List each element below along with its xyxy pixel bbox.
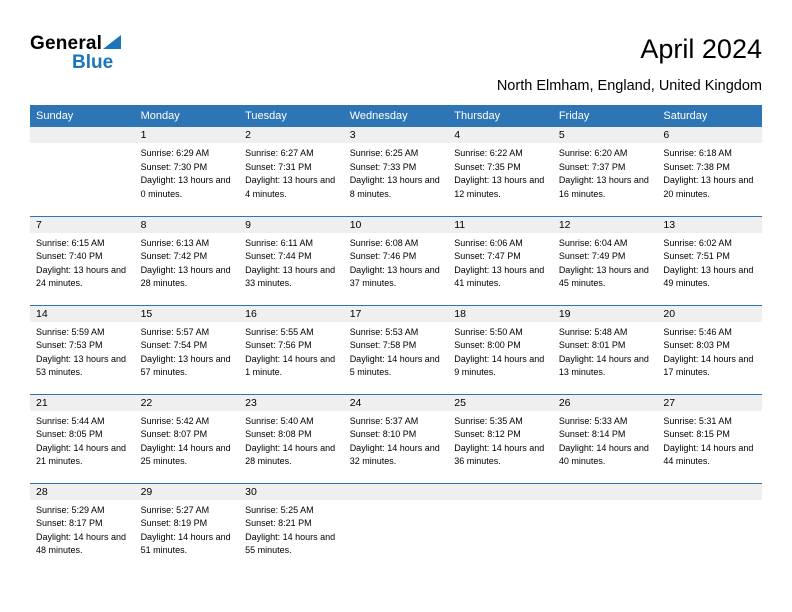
day-number: 16 bbox=[239, 306, 344, 322]
day-details bbox=[30, 500, 135, 558]
weekday-header-row bbox=[30, 105, 762, 127]
day-number: 22 bbox=[135, 395, 240, 411]
day-cell-27 bbox=[657, 394, 762, 483]
sunset-text: Sunset: 7:56 PM bbox=[245, 340, 312, 350]
sunset-text: Sunset: 8:10 PM bbox=[349, 429, 417, 439]
sunset-text: Sunset: 7:51 PM bbox=[663, 251, 730, 261]
day-details bbox=[553, 322, 658, 380]
day-number: 27 bbox=[657, 395, 762, 411]
sunset-text: Sunset: 7:42 PM bbox=[140, 251, 208, 261]
sunrise-text: Sunrise: 5:31 AM bbox=[663, 415, 732, 426]
day-details bbox=[30, 322, 135, 380]
day-cell-16 bbox=[239, 305, 344, 394]
sunrise-text: Sunrise: 6:06 AM bbox=[454, 237, 523, 248]
day-details bbox=[657, 500, 762, 504]
sunrise-text: Sunrise: 6:11 AM bbox=[245, 237, 313, 248]
day-number bbox=[657, 484, 762, 500]
daylight-text: Daylight: 13 hours and 24 minutes. bbox=[36, 264, 127, 288]
general-blue-logo bbox=[30, 34, 122, 72]
sunrise-text: Sunrise: 5:50 AM bbox=[454, 326, 523, 337]
day-number: 23 bbox=[239, 395, 344, 411]
empty-day-cell bbox=[448, 483, 553, 572]
day-details bbox=[448, 233, 553, 291]
empty-day-cell bbox=[30, 127, 135, 216]
daylight-text: Daylight: 14 hours and 36 minutes. bbox=[454, 442, 545, 466]
daylight-text: Daylight: 14 hours and 1 minute. bbox=[245, 353, 336, 377]
daylight-text: Daylight: 14 hours and 5 minutes. bbox=[349, 353, 440, 377]
daylight-text: Daylight: 13 hours and 37 minutes. bbox=[349, 264, 440, 288]
daylight-text: Daylight: 14 hours and 44 minutes. bbox=[663, 442, 754, 466]
day-number: 17 bbox=[344, 306, 449, 322]
day-cell-12 bbox=[553, 216, 658, 305]
day-details bbox=[344, 233, 449, 291]
sunrise-text: Sunrise: 5:33 AM bbox=[558, 415, 628, 426]
daylight-text: Daylight: 14 hours and 9 minutes. bbox=[454, 353, 545, 377]
sunrise-text: Sunrise: 5:35 AM bbox=[454, 415, 523, 426]
sunset-text: Sunset: 7:49 PM bbox=[558, 251, 626, 261]
sunrise-text: Sunrise: 6:15 AM bbox=[36, 237, 105, 248]
day-cell-24 bbox=[344, 394, 449, 483]
day-details bbox=[239, 411, 344, 469]
daylight-text: Daylight: 14 hours and 48 minutes. bbox=[36, 531, 127, 555]
daylight-text: Daylight: 14 hours and 40 minutes. bbox=[558, 442, 649, 466]
day-cell-14 bbox=[30, 305, 135, 394]
daylight-text: Daylight: 14 hours and 32 minutes. bbox=[349, 442, 440, 466]
day-details bbox=[30, 411, 135, 469]
day-details bbox=[553, 411, 658, 469]
day-details bbox=[657, 233, 762, 291]
day-number: 28 bbox=[30, 484, 135, 500]
sunrise-text: Sunrise: 6:20 AM bbox=[558, 148, 628, 158]
sunset-text: Sunset: 8:01 PM bbox=[558, 340, 626, 350]
daylight-text: Daylight: 13 hours and 28 minutes. bbox=[140, 264, 231, 288]
sunset-text: Sunset: 8:07 PM bbox=[140, 429, 208, 439]
day-cell-10 bbox=[344, 216, 449, 305]
sunset-text: Sunset: 7:53 PM bbox=[36, 340, 103, 350]
day-cell-7 bbox=[30, 216, 135, 305]
day-details bbox=[448, 322, 553, 380]
calendar-body bbox=[30, 127, 762, 572]
sunset-text: Sunset: 7:54 PM bbox=[140, 340, 208, 350]
day-cell-18 bbox=[448, 305, 553, 394]
day-number: 3 bbox=[344, 127, 449, 143]
day-details bbox=[657, 143, 762, 201]
sunset-text: Sunset: 7:37 PM bbox=[558, 161, 626, 172]
day-number bbox=[448, 484, 553, 500]
day-details bbox=[239, 143, 344, 201]
day-details bbox=[344, 143, 449, 201]
sunrise-text: Sunrise: 5:42 AM bbox=[140, 415, 210, 426]
day-number: 8 bbox=[135, 217, 240, 233]
day-details bbox=[657, 322, 762, 380]
sunset-text: Sunset: 8:08 PM bbox=[245, 429, 312, 439]
sunset-text: Sunset: 8:17 PM bbox=[36, 518, 103, 528]
day-cell-8 bbox=[135, 216, 240, 305]
day-cell-5 bbox=[553, 127, 658, 216]
sunset-text: Sunset: 8:21 PM bbox=[245, 518, 312, 528]
day-details bbox=[553, 143, 658, 201]
daylight-text: Daylight: 13 hours and 45 minutes. bbox=[558, 264, 649, 288]
day-details bbox=[448, 411, 553, 469]
daylight-text: Daylight: 13 hours and 57 minutes. bbox=[140, 353, 231, 377]
sunset-text: Sunset: 8:12 PM bbox=[454, 429, 521, 439]
day-number: 19 bbox=[553, 306, 658, 322]
sunset-text: Sunset: 7:46 PM bbox=[349, 251, 417, 261]
sunrise-text: Sunrise: 5:59 AM bbox=[36, 326, 105, 337]
sunrise-text: Sunrise: 5:48 AM bbox=[558, 326, 628, 337]
daylight-text: Daylight: 14 hours and 17 minutes. bbox=[663, 353, 754, 377]
day-cell-6 bbox=[657, 127, 762, 216]
sunrise-text: Sunrise: 6:04 AM bbox=[558, 237, 628, 248]
sunrise-text: Sunrise: 5:29 AM bbox=[36, 504, 105, 515]
weekday-header-wednesday: Wednesday bbox=[344, 105, 449, 127]
day-details bbox=[344, 322, 449, 380]
sunset-text: Sunset: 7:58 PM bbox=[349, 340, 417, 350]
day-cell-1 bbox=[135, 127, 240, 216]
day-number: 24 bbox=[344, 395, 449, 411]
sunrise-text: Sunrise: 5:25 AM bbox=[245, 504, 314, 515]
weekday-header-sunday: Sunday bbox=[30, 105, 135, 127]
daylight-text: Daylight: 13 hours and 41 minutes. bbox=[454, 264, 545, 288]
weekday-header-thursday: Thursday bbox=[448, 105, 553, 127]
day-cell-28 bbox=[30, 483, 135, 572]
day-number: 1 bbox=[135, 127, 240, 143]
day-number: 26 bbox=[553, 395, 658, 411]
page-header bbox=[0, 0, 792, 105]
day-number: 15 bbox=[135, 306, 240, 322]
week-row-2 bbox=[30, 216, 762, 305]
sunrise-text: Sunrise: 5:55 AM bbox=[245, 326, 314, 337]
day-number bbox=[553, 484, 658, 500]
sunrise-text: Sunrise: 6:13 AM bbox=[140, 237, 210, 248]
day-number: 10 bbox=[344, 217, 449, 233]
day-details bbox=[30, 143, 135, 147]
sunrise-text: Sunrise: 6:25 AM bbox=[349, 148, 419, 158]
daylight-text: Daylight: 14 hours and 25 minutes. bbox=[140, 442, 231, 466]
sunset-text: Sunset: 7:30 PM bbox=[140, 161, 208, 172]
sunrise-text: Sunrise: 6:02 AM bbox=[663, 237, 732, 248]
week-row-5 bbox=[30, 483, 762, 572]
sunrise-text: Sunrise: 5:40 AM bbox=[245, 415, 314, 426]
day-number: 25 bbox=[448, 395, 553, 411]
empty-day-cell bbox=[344, 483, 449, 572]
day-cell-20 bbox=[657, 305, 762, 394]
sunset-text: Sunset: 8:05 PM bbox=[36, 429, 103, 439]
page-title: April 2024 bbox=[640, 34, 762, 64]
day-cell-3 bbox=[344, 127, 449, 216]
day-number: 30 bbox=[239, 484, 344, 500]
day-details bbox=[135, 233, 240, 291]
sunset-text: Sunset: 7:47 PM bbox=[454, 251, 521, 261]
day-number: 11 bbox=[448, 217, 553, 233]
daylight-text: Daylight: 14 hours and 28 minutes. bbox=[245, 442, 336, 466]
title-block bbox=[497, 34, 762, 94]
logo-text-blue: Blue bbox=[72, 52, 114, 73]
daylight-text: Daylight: 13 hours and 49 minutes. bbox=[663, 264, 754, 288]
day-cell-21 bbox=[30, 394, 135, 483]
day-number: 21 bbox=[30, 395, 135, 411]
day-details bbox=[657, 411, 762, 469]
day-details bbox=[239, 322, 344, 380]
sunrise-text: Sunrise: 5:57 AM bbox=[140, 326, 210, 337]
daylight-text: Daylight: 13 hours and 53 minutes. bbox=[36, 353, 127, 377]
day-number: 12 bbox=[553, 217, 658, 233]
week-row-4 bbox=[30, 394, 762, 483]
sunset-text: Sunset: 7:44 PM bbox=[245, 251, 312, 261]
sunrise-text: Sunrise: 6:22 AM bbox=[454, 148, 523, 158]
daylight-text: Daylight: 13 hours and 16 minutes. bbox=[558, 175, 649, 199]
sunset-text: Sunset: 8:14 PM bbox=[558, 429, 626, 439]
day-number: 4 bbox=[448, 127, 553, 143]
sunset-text: Sunset: 8:03 PM bbox=[663, 340, 730, 350]
day-cell-13 bbox=[657, 216, 762, 305]
sunset-text: Sunset: 7:40 PM bbox=[36, 251, 103, 261]
day-number: 7 bbox=[30, 217, 135, 233]
day-details bbox=[553, 500, 658, 504]
day-details bbox=[30, 233, 135, 291]
calendar-table bbox=[30, 105, 762, 572]
day-details bbox=[448, 143, 553, 201]
day-cell-30 bbox=[239, 483, 344, 572]
sunset-text: Sunset: 7:35 PM bbox=[454, 161, 521, 172]
day-details bbox=[135, 143, 240, 201]
sunrise-text: Sunrise: 5:27 AM bbox=[140, 504, 210, 515]
day-details bbox=[344, 500, 449, 504]
daylight-text: Daylight: 13 hours and 8 minutes. bbox=[349, 175, 440, 199]
day-details bbox=[239, 500, 344, 558]
day-cell-19 bbox=[553, 305, 658, 394]
weekday-header-monday: Monday bbox=[135, 105, 240, 127]
day-details bbox=[344, 411, 449, 469]
day-number bbox=[30, 127, 135, 143]
daylight-text: Daylight: 13 hours and 12 minutes. bbox=[454, 175, 545, 199]
day-cell-23 bbox=[239, 394, 344, 483]
sunset-text: Sunset: 8:00 PM bbox=[454, 340, 521, 350]
daylight-text: Daylight: 14 hours and 51 minutes. bbox=[140, 531, 231, 555]
day-details bbox=[135, 322, 240, 380]
day-number: 13 bbox=[657, 217, 762, 233]
day-number: 6 bbox=[657, 127, 762, 143]
daylight-text: Daylight: 13 hours and 20 minutes. bbox=[663, 175, 754, 199]
weekday-header-tuesday: Tuesday bbox=[239, 105, 344, 127]
daylight-text: Daylight: 13 hours and 33 minutes. bbox=[245, 264, 336, 288]
daylight-text: Daylight: 13 hours and 4 minutes. bbox=[245, 175, 336, 199]
daylight-text: Daylight: 14 hours and 55 minutes. bbox=[245, 531, 336, 555]
empty-day-cell bbox=[657, 483, 762, 572]
sunset-text: Sunset: 7:33 PM bbox=[349, 161, 417, 172]
day-number: 9 bbox=[239, 217, 344, 233]
day-details bbox=[135, 500, 240, 558]
day-cell-17 bbox=[344, 305, 449, 394]
sunrise-text: Sunrise: 5:46 AM bbox=[663, 326, 732, 337]
sunrise-text: Sunrise: 6:08 AM bbox=[349, 237, 419, 248]
sunset-text: Sunset: 7:31 PM bbox=[245, 161, 312, 172]
page-subtitle: North Elmham, England, United Kingdom bbox=[496, 78, 762, 94]
daylight-text: Daylight: 13 hours and 0 minutes. bbox=[140, 175, 231, 199]
empty-day-cell bbox=[553, 483, 658, 572]
logo-top-row bbox=[30, 34, 122, 54]
sunrise-text: Sunrise: 5:44 AM bbox=[36, 415, 105, 426]
day-cell-25 bbox=[448, 394, 553, 483]
day-details bbox=[239, 233, 344, 291]
daylight-text: Daylight: 14 hours and 21 minutes. bbox=[36, 442, 127, 466]
day-cell-2 bbox=[239, 127, 344, 216]
day-number: 5 bbox=[553, 127, 658, 143]
day-cell-15 bbox=[135, 305, 240, 394]
day-cell-11 bbox=[448, 216, 553, 305]
day-number: 2 bbox=[239, 127, 344, 143]
sunrise-text: Sunrise: 6:27 AM bbox=[245, 148, 314, 158]
day-number: 29 bbox=[135, 484, 240, 500]
sunset-text: Sunset: 8:19 PM bbox=[140, 518, 208, 528]
sunrise-text: Sunrise: 6:18 AM bbox=[663, 148, 732, 158]
sunrise-text: Sunrise: 5:37 AM bbox=[349, 415, 419, 426]
day-number: 20 bbox=[657, 306, 762, 322]
sunset-text: Sunset: 7:38 PM bbox=[663, 161, 730, 172]
week-row-1 bbox=[30, 127, 762, 216]
day-details bbox=[553, 233, 658, 291]
day-cell-26 bbox=[553, 394, 658, 483]
day-details bbox=[448, 500, 553, 504]
day-details bbox=[135, 411, 240, 469]
logo-text-general: General bbox=[30, 33, 103, 54]
day-number bbox=[344, 484, 449, 500]
day-number: 14 bbox=[30, 306, 135, 322]
sunrise-text: Sunrise: 5:53 AM bbox=[349, 326, 419, 337]
calendar-head bbox=[30, 105, 762, 127]
daylight-text: Daylight: 14 hours and 13 minutes. bbox=[558, 353, 649, 377]
day-cell-4 bbox=[448, 127, 553, 216]
sunrise-text: Sunrise: 6:29 AM bbox=[140, 148, 210, 158]
weekday-header-friday: Friday bbox=[553, 105, 658, 127]
day-cell-29 bbox=[135, 483, 240, 572]
day-number: 18 bbox=[448, 306, 553, 322]
sunset-text: Sunset: 8:15 PM bbox=[663, 429, 730, 439]
week-row-3 bbox=[30, 305, 762, 394]
day-cell-22 bbox=[135, 394, 240, 483]
day-cell-9 bbox=[239, 216, 344, 305]
weekday-header-saturday: Saturday bbox=[657, 105, 762, 127]
